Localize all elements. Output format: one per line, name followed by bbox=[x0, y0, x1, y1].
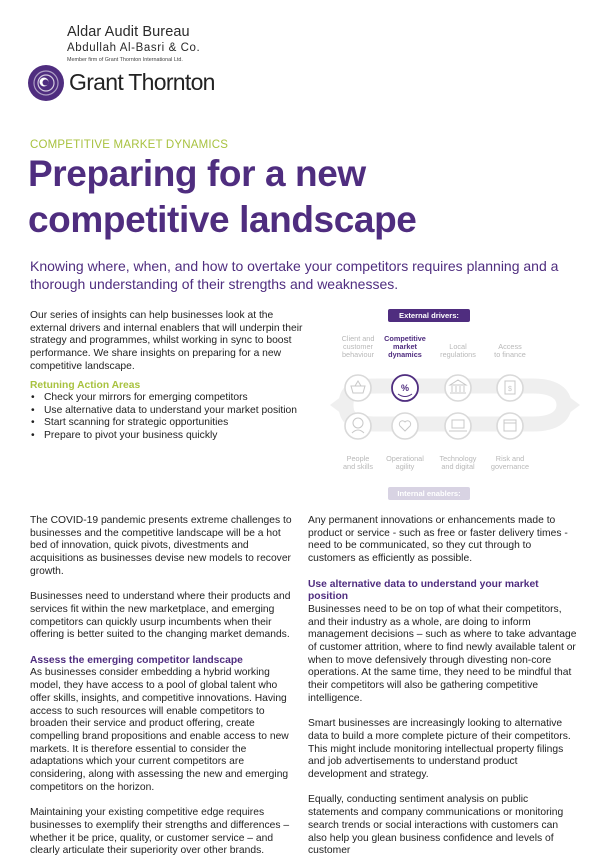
label-local-regulations: Local regulations bbox=[440, 342, 476, 360]
competitive-circle bbox=[392, 375, 418, 401]
drivers-enablers-diagram bbox=[328, 300, 588, 510]
paragraph: Maintaining your existing competitive edge requires businesses to exemplify their strengths and differences – whether it be price, quality, or customer service – and clearly articulate their superiority over other brands. bbox=[30, 807, 290, 857]
section-heading-assess: Assess the emerging competitor landscape bbox=[30, 654, 243, 666]
technology-circle bbox=[445, 413, 471, 439]
page-title bbox=[28, 151, 588, 243]
paragraph: The COVID-19 pandemic presents extreme challenges to businesses and the competitive landscape will be a hot bed of innovation, quick pivots, divestments and acquisitions as businesses devise new models to recover growth. bbox=[30, 515, 292, 577]
action-areas-heading: Retuning Action Areas bbox=[30, 380, 141, 391]
paragraph: Businesses need to be on top of what their competitors, and their industry as a whole, are doing to inform management decisions – such as where to take advantage of customer attrition, where to find newly available talent or when to move defensively through divesting non-core operations. At the same time, they need to be mindful that their competitors will also be gathering competitive intelligence. bbox=[308, 603, 577, 704]
paragraph: Businesses need to understand where their products and services fit within the new marketplace, and emerging competitors can quickly usurp incumbents when their offering is better suited to the changing market demands. bbox=[30, 591, 291, 641]
internal-enablers-pill: Internal enablers: bbox=[397, 489, 461, 498]
grant-thornton-logo-icon bbox=[28, 65, 64, 101]
people-circle bbox=[345, 413, 371, 439]
logo-wordmark: Grant Thornton bbox=[69, 69, 215, 95]
list-item: • Use alternative data to understand your market position bbox=[30, 405, 320, 418]
paragraph: Smart businesses are increasingly looking to alternative data to build a more complete picture of their competitors. This might include monitoring intellectual property filings and job advertisements to understand product development and strategy. bbox=[308, 718, 571, 781]
label-people-skills: People and skills bbox=[342, 454, 373, 472]
label-access-finance: Access to finance bbox=[494, 342, 526, 360]
section-heading-alternative-data: Use alternative data to understand your market position bbox=[308, 578, 539, 603]
list-item: • Check your mirrors for emerging competitors bbox=[30, 392, 320, 405]
diagram-graphic bbox=[328, 300, 588, 510]
finance-circle bbox=[497, 375, 523, 401]
section-kicker: COMPETITIVE MARKET DYNAMICS bbox=[30, 139, 229, 151]
title-line-2: competitive landscape bbox=[28, 199, 417, 240]
title-line-1: Preparing for a new bbox=[28, 153, 366, 194]
firm-partner: Abdullah Al-Basri & Co. bbox=[67, 42, 201, 54]
lead-paragraph: Knowing where, when, and how to overtake your competitors requires planning and a thorough understanding of their strengths and weaknesses. bbox=[30, 258, 559, 292]
regulations-circle bbox=[445, 375, 471, 401]
column-right bbox=[308, 515, 578, 858]
paragraph: Equally, conducting sentiment analysis on public statements and company communications or monitoring search trends or social interactions with customers can also help you glean business confidence and levels of customer bbox=[308, 794, 564, 857]
action-areas-list bbox=[30, 392, 320, 443]
intro-paragraph: Our series of insights can help businesses look at the external drivers and internal enablers that will underpin their strategy and programmes, whilst working in sync to boost performance. We share insights on preparing for a new competitive landscape. bbox=[30, 310, 303, 372]
svg-text:%: % bbox=[400, 383, 410, 393]
paragraph: Any permanent innovations or enhancements made to product or service - such as free or faster delivery times - need to be communicated, so they cut through to customers as efficiently as possible. bbox=[308, 515, 568, 565]
basket-circle bbox=[345, 375, 371, 401]
external-drivers-pill: External drivers: bbox=[399, 311, 459, 320]
risk-circle bbox=[497, 413, 523, 439]
label-technology-digital: Technology and digital bbox=[439, 454, 477, 472]
member-line: Member firm of Grant Thornton International Ltd. bbox=[67, 57, 183, 63]
paragraph: As businesses consider embedding a hybrid working model, they have access to a pool of global talent who offer skills, insights, and competitive innovations. Having access to such resources will enable competitors to broaden their service and product offering, create compelling brand propositions and enable access to new markets. It is therefore essential to consider the adaptations which your current competitors are considering, along with assessing the new and emerging competitors on the horizon. bbox=[30, 667, 289, 793]
firm-name: Aldar Audit Bureau bbox=[67, 24, 190, 40]
label-operational-agility: Operational agility bbox=[386, 454, 424, 472]
label-risk-governance: Risk and governance bbox=[490, 454, 530, 472]
list-item: • Prepare to pivot your business quickly bbox=[30, 430, 320, 443]
agility-circle bbox=[392, 413, 418, 439]
list-item: • Start scanning for strategic opportunities bbox=[30, 417, 320, 430]
label-competitive-dynamics: Competitive market dynamics bbox=[384, 334, 426, 360]
svg-text:$: $ bbox=[508, 386, 512, 393]
column-left bbox=[30, 515, 296, 858]
label-client-behaviour: Client and customer behaviour bbox=[341, 334, 375, 360]
